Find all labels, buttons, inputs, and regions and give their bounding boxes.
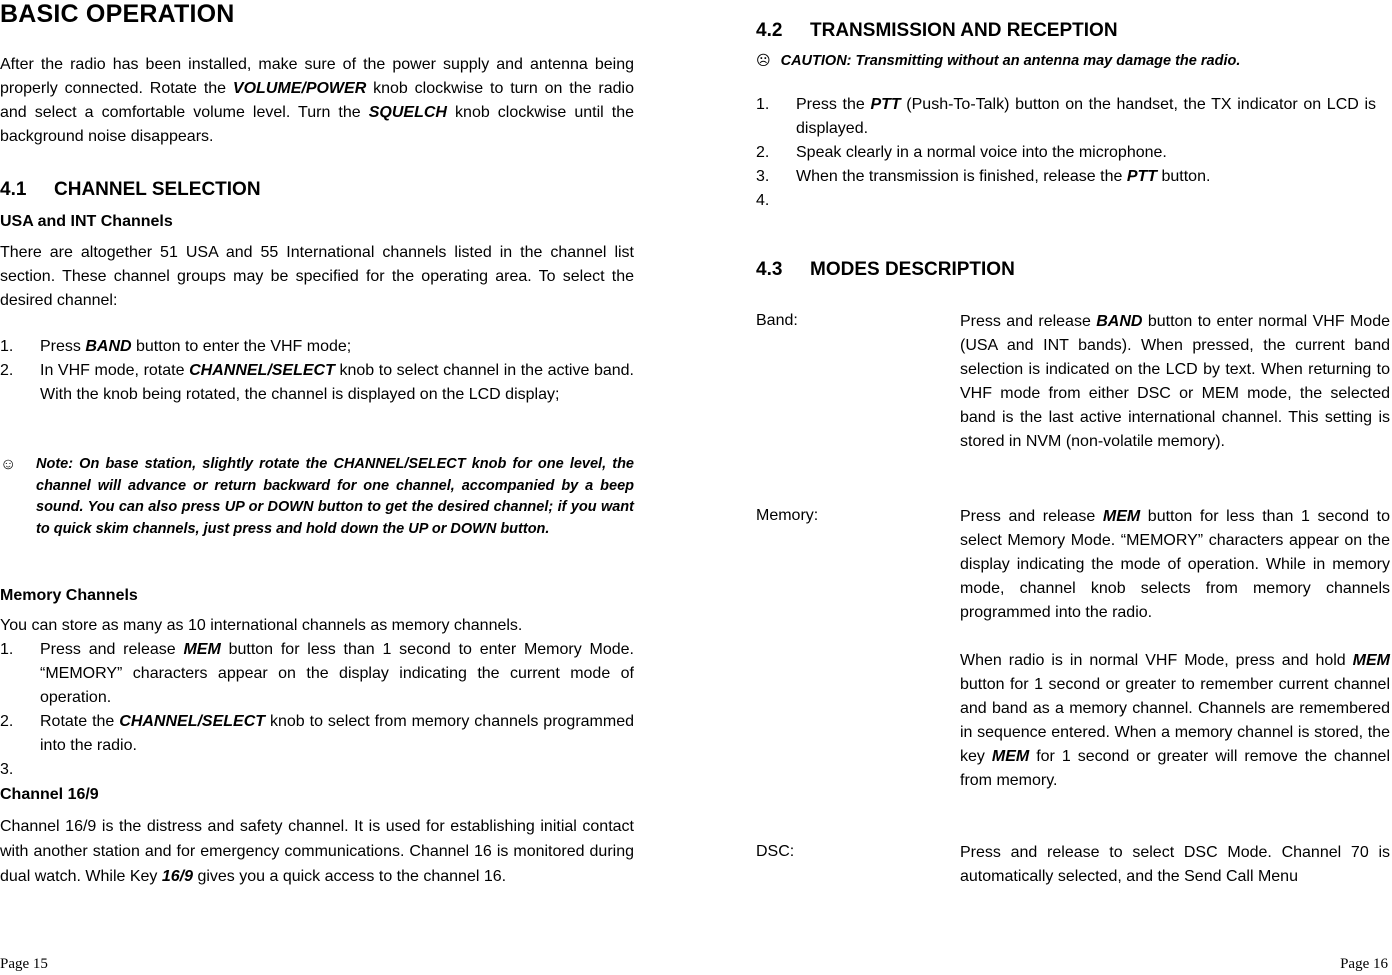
page-16 — [756, 0, 1390, 975]
note-text: Note: On base station, slightly rotate the CHANNEL/SELECT knob for one level, the channel will advance or return backward for one channel, accompanied by a beep sound. You can also press UP or DOWN button to get the desired channel; if you want to quick skim channels, just press and hold down the UP or DOWN button. — [36, 456, 634, 537]
list-item-number: 1. — [0, 641, 14, 658]
section-4-3-heading — [756, 259, 1015, 281]
mode-label-memory: Memory: — [756, 507, 819, 524]
list-item — [756, 93, 1376, 141]
mode-label-band: Band: — [756, 312, 798, 329]
caution-text: CAUTION: Transmitting without an antenna may damage the radio. — [780, 53, 1241, 69]
mode-label-dsc: DSC: — [756, 843, 795, 860]
note-block — [0, 454, 634, 540]
page-number: Page 16 — [1340, 956, 1388, 972]
emphasized-term: MEM — [183, 641, 221, 658]
mode-paragraph: Press and release MEM button for less than 1 second to select Memory Mode. “MEMORY” characters appear on the display indicating the mode of operation. While in memory mode, channel knob selects from memory channels programmed into the radio. — [960, 508, 1390, 621]
page-title: BASIC OPERATION — [0, 0, 235, 28]
mode-paragraph: Press and release BAND button to enter normal VHF Mode (USA and INT bands). When pressed, the current band selection is indicated on the LCD by text. When returning to VHF mode from either DSC or MEM mode, the selected band is the last active international channel. This setting is stored in NVM (non-volatile memory). — [960, 313, 1390, 450]
emphasized-term: 16/9 — [161, 868, 193, 885]
memory-channels-heading: Memory Channels — [0, 587, 138, 604]
mode-desc-dsc — [960, 841, 1390, 889]
section-title: CHANNEL SELECTION — [54, 179, 261, 200]
list-item-text: Press and release MEM button for less than 1 second to enter Memory Mode. “MEMORY” characters appear on the display indicating the current mode of operation. — [40, 641, 635, 706]
list-item — [0, 359, 634, 407]
usa-int-paragraph: There are altogether 51 USA and 55 International channels listed in the channel list section. These channel groups may be specified for the operating area. To select the desired channel: — [0, 244, 634, 309]
list-item-text: Press BAND button to enter the VHF mode; — [40, 338, 352, 355]
list-item-text: Press the PTT (Push-To-Talk) button on the handset, the TX indicator on LCD is displayed. — [796, 96, 1377, 137]
memory-channels-paragraph: You can store as many as 10 international channels as memory channels. — [0, 617, 523, 634]
section-4-2-heading — [756, 20, 1118, 42]
emphasized-term: MEM — [1352, 652, 1390, 669]
list-item-number: 2. — [0, 362, 14, 379]
section-number: 4.3 — [756, 259, 783, 280]
section-title: TRANSMISSION AND RECEPTION — [810, 20, 1118, 41]
section-number: 4.2 — [756, 20, 783, 41]
page-15 — [0, 0, 634, 975]
frown-icon: ☹ — [756, 52, 771, 68]
page-number: Page 15 — [0, 956, 48, 972]
mode-desc-memory — [960, 505, 1390, 793]
transmission-steps — [756, 93, 1376, 213]
section-title: MODES DESCRIPTION — [810, 259, 1015, 280]
emphasized-term: CHANNEL/SELECT — [119, 713, 266, 730]
section-4-1-heading — [0, 179, 261, 201]
emphasized-term: BAND — [85, 338, 132, 355]
list-item-number: 2. — [756, 144, 770, 161]
emphasized-term: CHANNEL/SELECT — [189, 362, 335, 379]
caution-line — [756, 52, 1240, 69]
list-item-text: In VHF mode, rotate CHANNEL/SELECT knob to select channel in the active band. With the knob being rotated, the channel is displayed on the LCD display; — [40, 362, 634, 403]
usa-int-steps — [0, 335, 634, 407]
list-item — [0, 638, 634, 710]
list-item-text: Rotate the CHANNEL/SELECT knob to select from memory channels programmed into the radio. — [40, 713, 634, 754]
emphasized-term: MEM — [1102, 508, 1141, 525]
list-item-number: 4. — [756, 192, 770, 209]
list-item — [0, 335, 634, 359]
emphasized-term: VOLUME/POWER — [232, 80, 367, 97]
channel-16-9-heading: Channel 16/9 — [0, 786, 99, 803]
list-item-text: Speak clearly in a normal voice into the microphone. — [796, 144, 1167, 161]
emphasized-term: MEM — [991, 748, 1030, 765]
channel-16-9-paragraph: Channel 16/9 is the distress and safety channel. It is used for establishing initial contact with another station and for emergency communications. Channel 16 is monitored during dual watch. While Key 16/9 gives you a quick access to the channel 16. — [0, 818, 634, 885]
mode-desc-band — [960, 310, 1390, 454]
intro-paragraph: After the radio has been installed, make sure of the power supply and antenna being properly connected. Rotate the VOLUME/POWER knob clockwise to turn on the radio and select a comfortable volume level. Turn the SQUELCH knob clockwise until the background noise disappears. — [0, 56, 634, 145]
list-item — [0, 758, 634, 782]
emphasized-term: SQUELCH — [368, 104, 447, 121]
list-item — [756, 165, 1376, 189]
list-item-number: 1. — [756, 96, 770, 113]
mode-paragraph: When radio is in normal VHF Mode, press and hold MEM button for 1 second or greater to remember current channel and band as a memory channel. Channels are remembered in sequence entered. When a memory channel is stored, the key MEM for 1 second or greater will remove the channel from memory. — [960, 652, 1391, 789]
emphasized-term: BAND — [1096, 313, 1143, 330]
list-item-text: When the transmission is finished, release the PTT button. — [796, 168, 1211, 185]
list-item — [756, 189, 1376, 213]
smiley-icon: ☺ — [0, 456, 17, 473]
list-item — [0, 710, 634, 758]
list-item-text — [796, 192, 800, 209]
list-item-number: 2. — [0, 713, 14, 730]
emphasized-term: PTT — [1126, 168, 1158, 185]
emphasized-term: PTT — [870, 96, 901, 113]
list-item-number: 3. — [0, 761, 14, 778]
section-number: 4.1 — [0, 179, 27, 200]
usa-int-heading: USA and INT Channels — [0, 213, 173, 230]
list-item-number: 3. — [756, 168, 770, 185]
list-item — [756, 141, 1376, 165]
memory-steps — [0, 638, 634, 782]
list-item-text — [40, 761, 44, 778]
mode-paragraph: Press and release to select DSC Mode. Channel 70 is automatically selected, and the Send Call Menu — [960, 844, 1390, 885]
list-item-number: 1. — [0, 338, 14, 355]
